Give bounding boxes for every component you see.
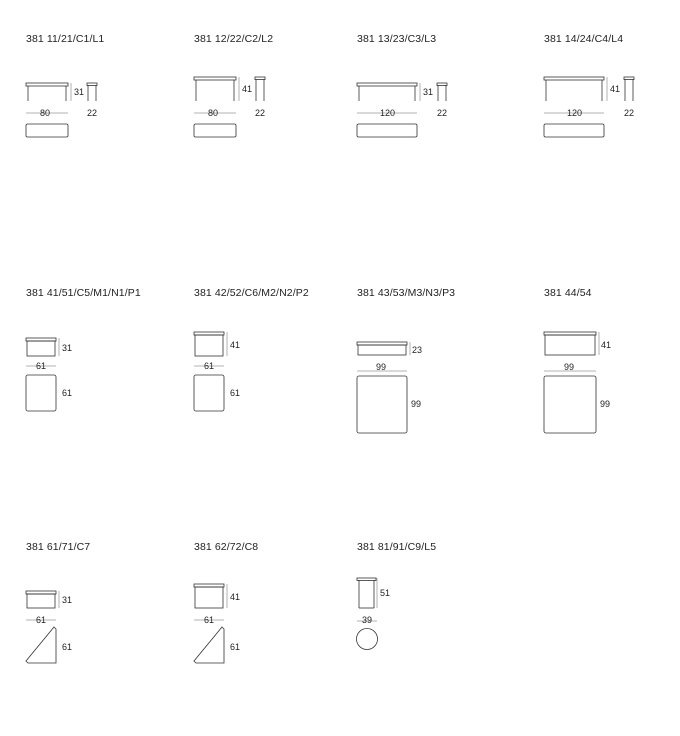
depth-dimension: 22 <box>624 108 635 118</box>
height-dimension: 51 <box>380 588 391 598</box>
width-dimension: 120 <box>380 108 396 118</box>
depth-dimension: 61 <box>62 642 73 652</box>
product-code: 381 61/71/C7 <box>26 541 91 553</box>
width-dimension: 61 <box>204 361 215 371</box>
bench-drawing <box>544 77 634 137</box>
product-code: 381 44/54 <box>544 287 592 299</box>
height-dimension: 23 <box>412 345 423 355</box>
depth-dimension: 22 <box>255 108 266 118</box>
product-code: 381 41/51/C5/M1/N1/P1 <box>26 287 141 299</box>
width-dimension: 99 <box>564 362 575 372</box>
product-code: 381 14/24/C4/L4 <box>544 33 624 45</box>
square-table-drawing <box>544 332 599 433</box>
width-dimension: 61 <box>204 615 215 625</box>
square-table-drawing <box>357 342 410 433</box>
height-dimension: 41 <box>230 592 241 602</box>
width-dimension: 120 <box>567 108 583 118</box>
width-dimension: 61 <box>36 615 47 625</box>
depth-dimension: 22 <box>87 108 98 118</box>
width-dimension: 80 <box>208 108 219 118</box>
height-dimension: 41 <box>601 340 612 350</box>
square-table-drawing <box>26 338 59 411</box>
depth-dimension: 61 <box>230 642 241 652</box>
product-code: 381 13/23/C3/L3 <box>357 33 437 45</box>
product-code: 381 43/53/M3/N3/P3 <box>357 287 456 299</box>
width-dimension: 39 <box>362 615 373 625</box>
product-code: 381 42/52/C6/M2/N2/P2 <box>194 287 309 299</box>
product-code: 381 81/91/C9/L5 <box>357 541 437 553</box>
bench-drawing <box>357 83 447 137</box>
product-code: 381 12/22/C2/L2 <box>194 33 274 45</box>
width-dimension: 61 <box>36 361 47 371</box>
height-dimension: 41 <box>230 340 241 350</box>
height-dimension: 41 <box>242 84 253 94</box>
height-dimension: 31 <box>423 87 434 97</box>
depth-dimension: 99 <box>411 399 422 409</box>
round-table-drawing <box>357 578 378 650</box>
square-table-drawing <box>194 332 227 411</box>
depth-dimension: 61 <box>230 388 241 398</box>
height-dimension: 41 <box>610 84 621 94</box>
height-dimension: 31 <box>62 595 73 605</box>
product-code: 381 11/21/C1/L1 <box>26 33 105 45</box>
height-dimension: 31 <box>74 87 85 97</box>
depth-dimension: 22 <box>437 108 448 118</box>
width-dimension: 80 <box>40 108 51 118</box>
bench-drawing <box>194 77 265 137</box>
triangle-table-drawing <box>26 591 59 663</box>
depth-dimension: 99 <box>600 399 611 409</box>
height-dimension: 31 <box>62 343 73 353</box>
product-code: 381 62/72/C8 <box>194 541 259 553</box>
depth-dimension: 61 <box>62 388 73 398</box>
width-dimension: 99 <box>376 362 387 372</box>
